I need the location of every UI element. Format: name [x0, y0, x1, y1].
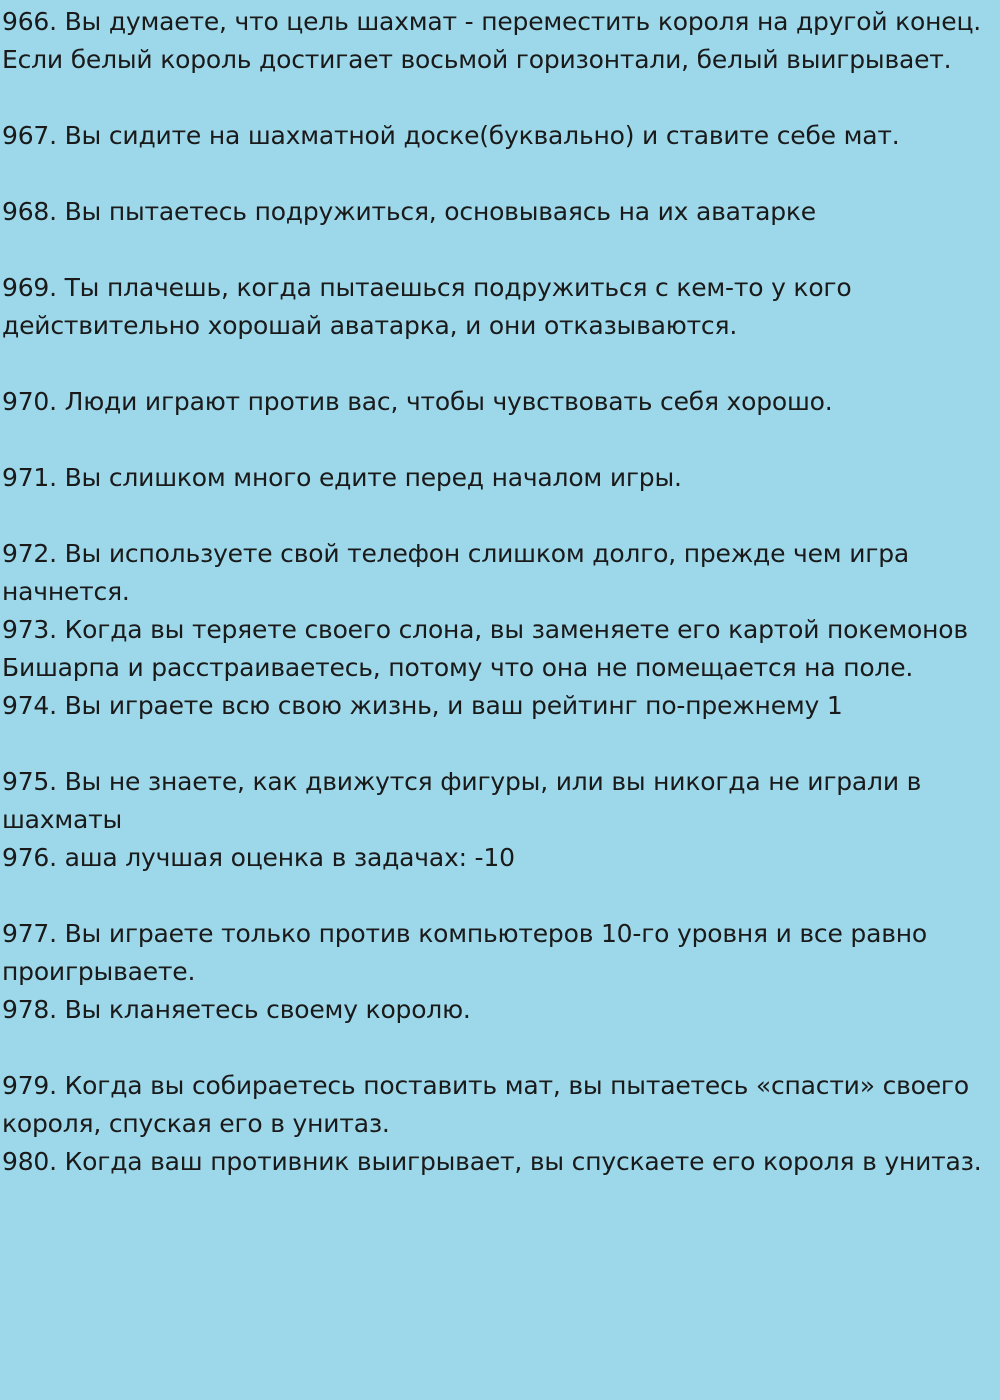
line-969-b: действительно хорошай аватарка, и они отказываются.: [2, 311, 738, 340]
line-974: 974. Вы играете всю свою жизнь, и ваш рейтинг по-прежнему 1: [2, 691, 843, 720]
line-966-b: Если белый король достигает восьмой горизонтали, белый выигрывает.: [2, 45, 952, 74]
line-980: 980. Когда ваш противник выигрывает, вы спускаете его короля в унитаз.: [2, 1147, 982, 1176]
line-973-b: Бишарпа и расстраиваетесь, потому что она не помещается на поле.: [2, 653, 914, 682]
line-971: 971. Вы слишком много едите перед началом игры.: [2, 463, 682, 492]
line-975-a: 975. Вы не знаете, как движутся фигуры, или вы никогда не играли в: [2, 767, 922, 796]
line-979-a: 979. Когда вы собираетесь поставить мат, вы пытаетесь «спасти» своего: [2, 1071, 969, 1100]
line-975-b: шахматы: [2, 805, 123, 834]
line-977-a: 977. Вы играете только против компьютеров 10-го уровня и все равно: [2, 919, 927, 948]
line-976: 976. аша лучшая оценка в задачах: -10: [2, 843, 515, 872]
line-978: 978. Вы кланяетесь своему королю.: [2, 995, 471, 1024]
line-970: 970. Люди играют против вас, чтобы чувствовать себя хорошо.: [2, 387, 833, 416]
line-979-b: короля, спуская его в унитаз.: [2, 1109, 390, 1138]
line-977-b: проигрываете.: [2, 957, 196, 986]
line-966-a: 966. Вы думаете, что цель шахмат - переместить короля на другой конец.: [2, 7, 982, 36]
line-968: 968. Вы пытаетесь подружиться, основываясь на их аватарке: [2, 197, 816, 226]
line-973-a: 973. Когда вы теряете своего слона, вы заменяете его картой покемонов: [2, 615, 968, 644]
line-972-a: 972. Вы используете свой телефон слишком долго, прежде чем игра: [2, 539, 909, 568]
line-967: 967. Вы сидите на шахматной доске(буквально) и ставите себе мат.: [2, 121, 900, 150]
line-969-a: 969. Ты плачешь, когда пытаешься подружиться с кем-то у кого: [2, 273, 852, 302]
line-972-b: начнется.: [2, 577, 130, 606]
